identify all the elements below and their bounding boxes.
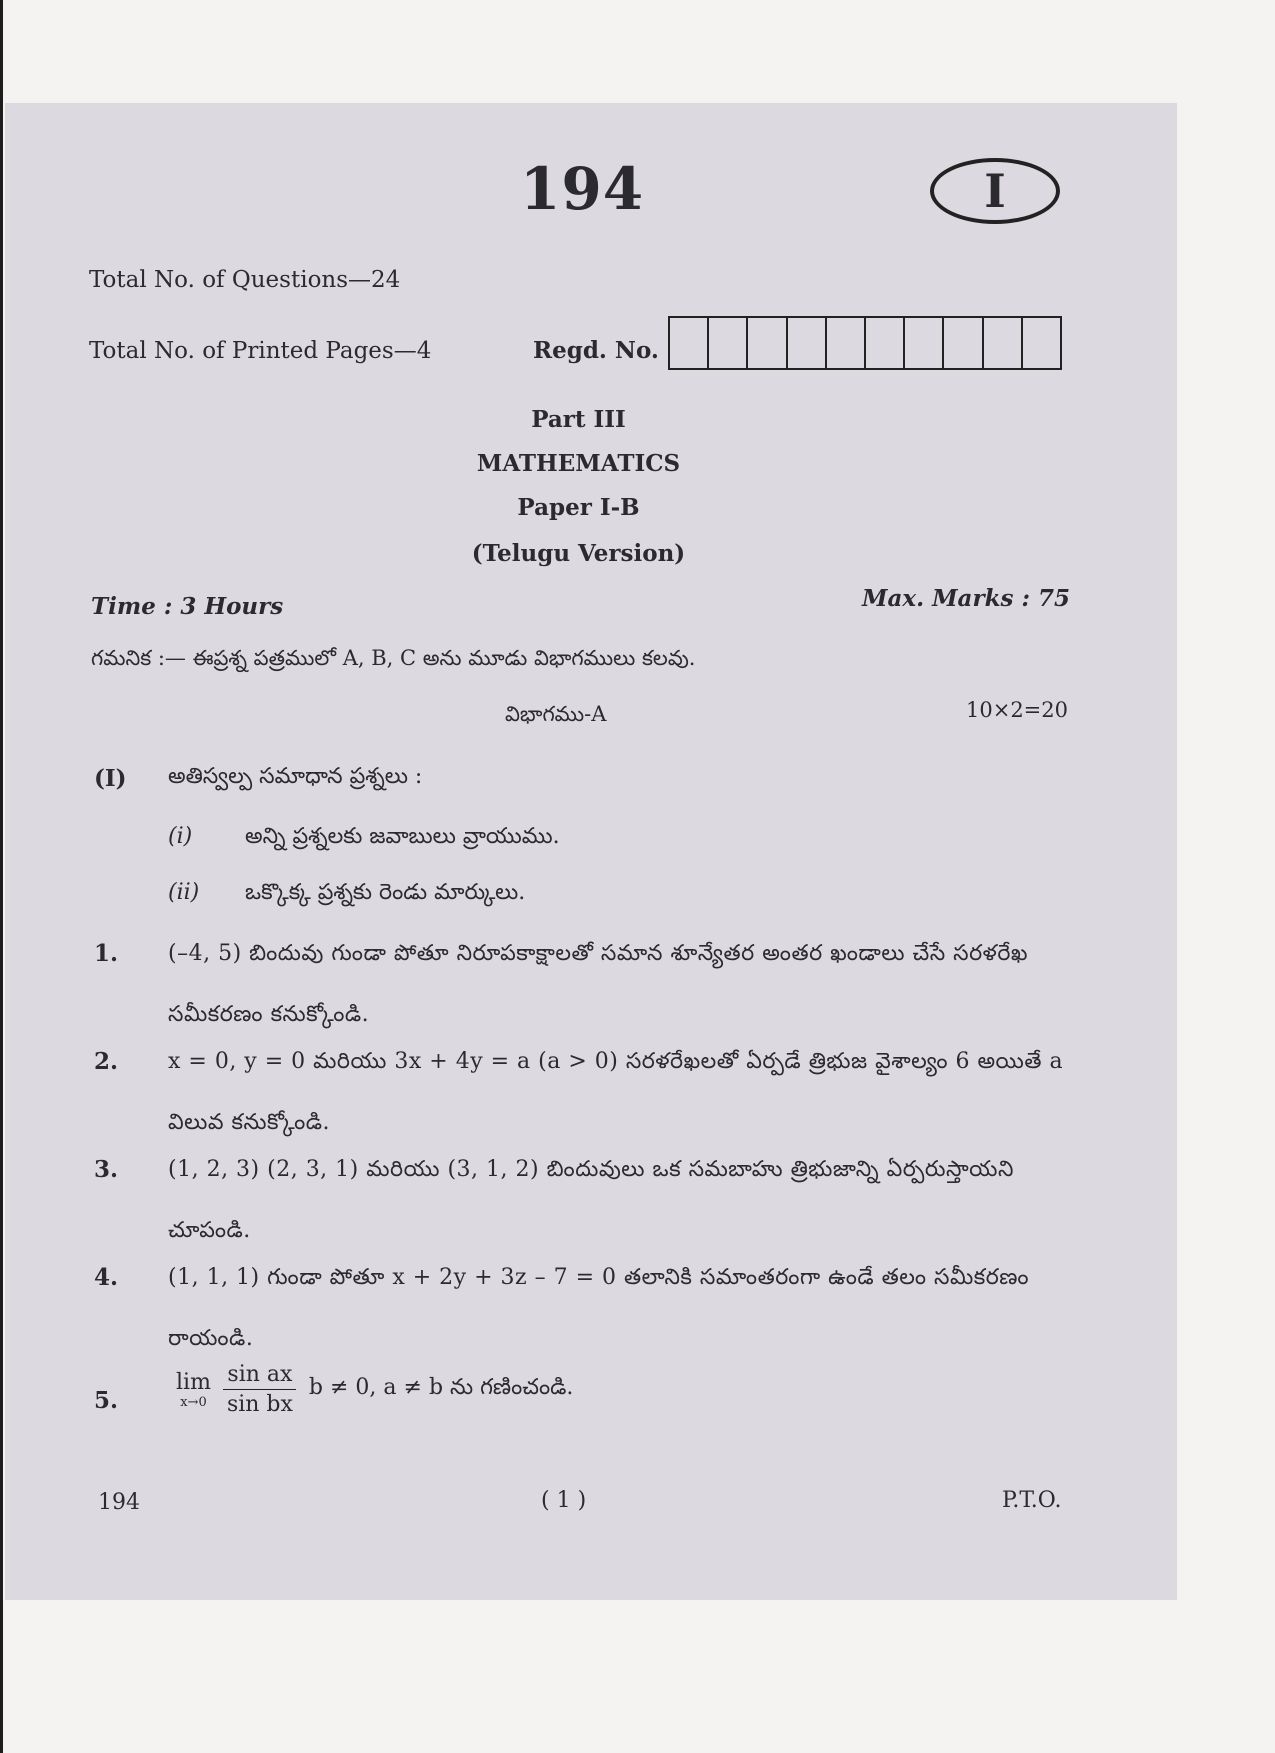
version-title: (Telugu Version) — [471, 540, 686, 567]
instruction-item-number: (ii) — [168, 880, 200, 905]
numerator: sin ax — [223, 1362, 296, 1390]
please-turn-over: P.T.O. — [1002, 1488, 1062, 1513]
instruction-item-number: (i) — [168, 824, 193, 849]
paper-code: 194 — [520, 155, 645, 223]
instruction-item-text: అన్ని ప్రశ్నలకు జవాబులు వ్రాయుము. — [245, 824, 560, 849]
page-number: ( 1 ) — [541, 1488, 587, 1513]
footer-paper-code: 194 — [98, 1490, 140, 1515]
regd-cell — [670, 318, 709, 368]
limit-label: lim — [176, 1369, 211, 1395]
question-number: 4. — [94, 1264, 119, 1291]
regd-cell — [748, 318, 787, 368]
question-text: x = 0, y = 0 మరియు 3x + 4y = a (a > 0) సరళరేఖలతో ఏర్పడే త్రిభుజ వైశాల్యం 6 అయితే a విలువ కనుక్కోండి. — [168, 1049, 1064, 1135]
regd-cell — [709, 318, 748, 368]
section-title: విభాగము-A — [505, 702, 607, 726]
regd-cell — [905, 318, 944, 368]
note: గమనిక :— ఈప్రశ్న పత్రములో A, B, C అను మూడు విభాగములు కలవు. — [91, 646, 696, 670]
instruction-item-text: ఒక్కొక్క ప్రశ్నకు రెండు మార్కులు. — [245, 880, 526, 905]
question-number: 1. — [94, 940, 119, 967]
regd-cell — [788, 318, 827, 368]
question-number: 3. — [94, 1156, 119, 1183]
regd-cell — [984, 318, 1023, 368]
part-title: Part III — [531, 406, 626, 433]
set-badge: I — [930, 158, 1060, 224]
section-marks: 10×2=20 — [966, 698, 1068, 722]
denominator: sin bx — [226, 1392, 293, 1417]
max-marks: Max. Marks : 75 — [862, 585, 1070, 612]
paper-title: Paper I-B — [517, 494, 640, 521]
scan-edge — [0, 0, 3, 1753]
total-questions: Total No. of Questions—24 — [89, 267, 401, 293]
regd-cell — [866, 318, 905, 368]
question-text: (1, 1, 1) గుండా పోతూ x + 2y + 3z – 7 = 0 తలానికి సమాంతరంగా ఉండే తలం సమీకరణం రాయండి. — [168, 1265, 1030, 1351]
limit — [176, 1370, 211, 1410]
limit-subscript: x→0 — [180, 1394, 207, 1410]
instruction-number: (I) — [94, 765, 127, 792]
instruction-heading: అతిస్వల్ప సమాధాన ప్రశ్నలు : — [168, 764, 423, 789]
subject-title: MATHEMATICS — [476, 450, 681, 477]
regd-label: Regd. No. — [533, 337, 659, 364]
question-rest: b ≠ 0, a ≠ b ను గణించండి. — [308, 1374, 574, 1400]
question-number: 2. — [94, 1048, 119, 1075]
question-text: (–4, 5) బిందువు గుండా పోతూ నిరూపకాక్షాలతో సమాన శూన్యేతర అంతర ఖండాలు చేసే సరళరేఖ సమీకరణం కనుక్కోండి. — [168, 941, 1029, 1027]
question-text — [176, 1362, 573, 1417]
regd-cell — [944, 318, 983, 368]
regd-cell — [1023, 318, 1060, 368]
fraction — [223, 1362, 297, 1417]
question-number: 5. — [94, 1387, 119, 1414]
time-allowed: Time : 3 Hours — [91, 593, 284, 620]
regd-cell — [827, 318, 866, 368]
total-pages: Total No. of Printed Pages—4 — [89, 338, 432, 364]
regd-number-boxes — [668, 316, 1062, 370]
question-text: (1, 2, 3) (2, 3, 1) మరియు (3, 1, 2) బిందువులు ఒక సమబాహు త్రిభుజాన్ని ఏర్పరుస్తాయని చూపండి. — [168, 1157, 1014, 1243]
